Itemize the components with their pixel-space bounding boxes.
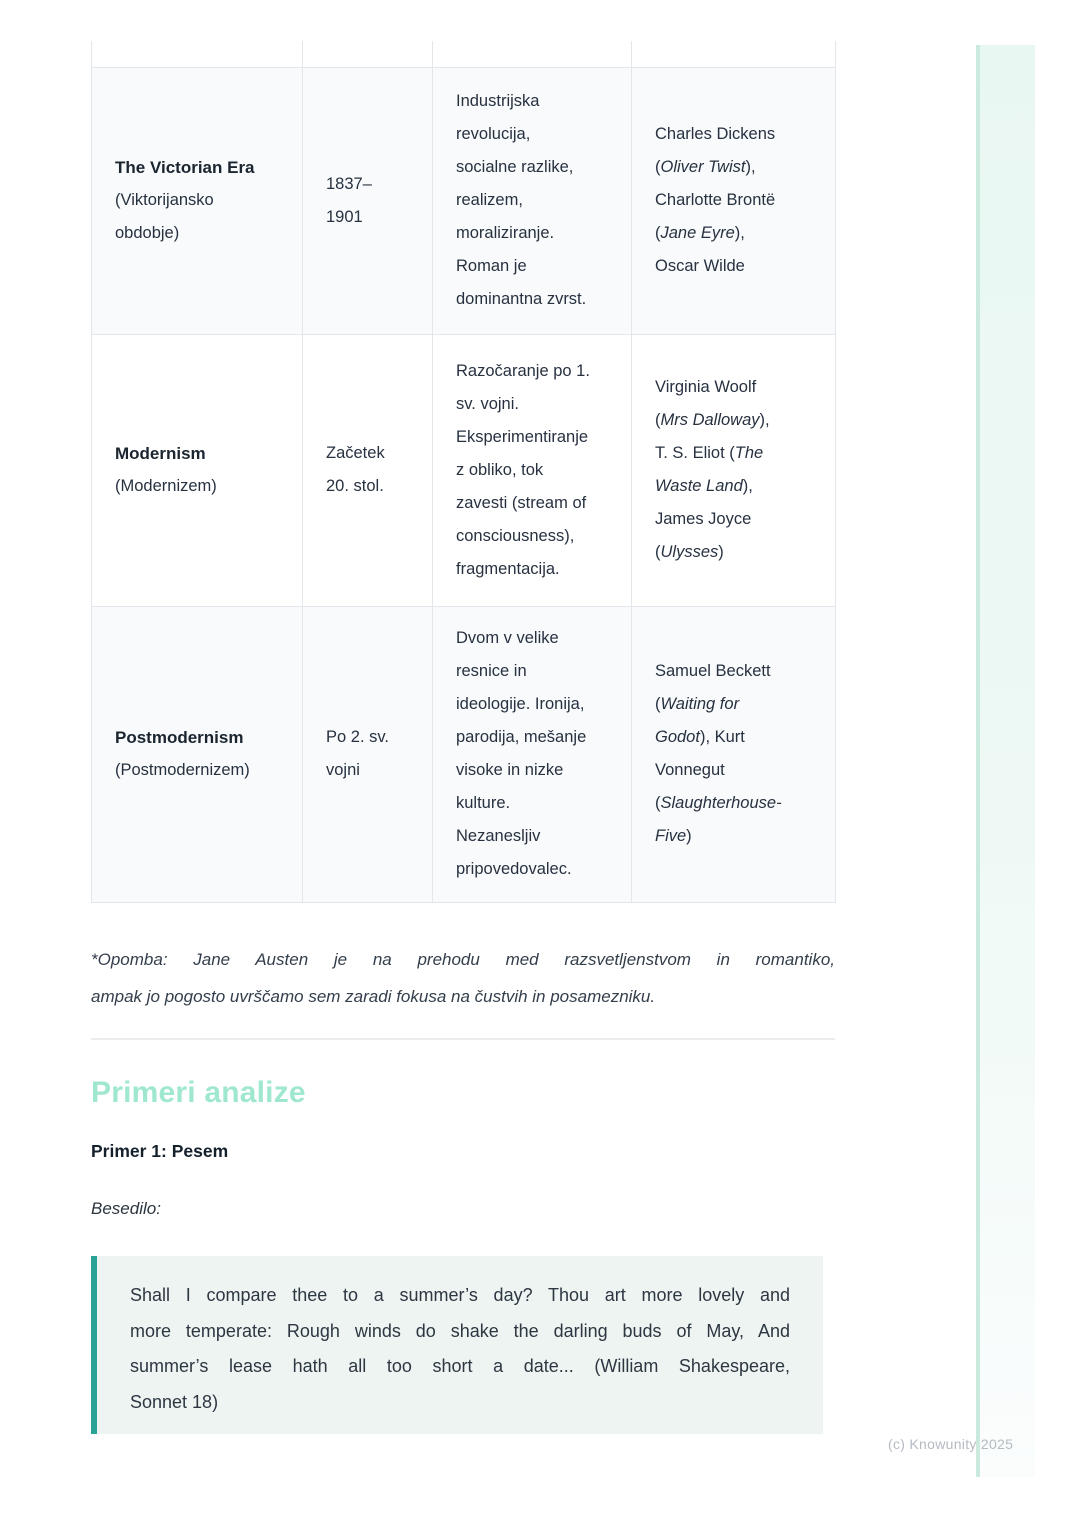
era-authors: (Waiting for (655, 695, 740, 713)
era-period: vojni (326, 761, 360, 779)
era-traits: ideologije. Ironija, (456, 695, 585, 713)
era-authors: T. S. Eliot (The (655, 444, 764, 462)
era-alt-name: (Postmodernizem) (115, 761, 250, 779)
era-authors: Virginia Woolf (655, 378, 757, 396)
note-line: ampak jo pogosto uvrščamo sem zaradi fokusa na čustvih in posamezniku. (91, 987, 656, 1006)
section-heading: Primeri analize (91, 1076, 306, 1109)
quote-line: summer’s lease hath all too short a date... (William Shakespeare, (130, 1356, 790, 1376)
note-line: *Opomba: Jane Austen je na prehodu med razsvetljenstvom in romantiko, (91, 950, 835, 969)
era-authors: Oscar Wilde (655, 257, 745, 275)
era-authors: (Slaughterhouse- (655, 794, 782, 812)
era-authors: Vonnegut (655, 761, 725, 779)
era-period: Po 2. sv. (326, 728, 389, 746)
era-row (92, 67, 836, 334)
era-traits: fragmentacija. (456, 559, 560, 578)
era-traits: sv. vojni. (456, 394, 519, 413)
literary-eras-table (91, 41, 836, 903)
era-traits: zavesti (stream of (456, 493, 587, 512)
era-traits: consciousness), (456, 526, 575, 545)
era-traits: Razočaranje po 1. (456, 361, 590, 380)
era-traits: pripovedovalec. (456, 860, 572, 878)
era-traits: Nezanesljiv (456, 827, 541, 845)
era-name: The Victorian Era (115, 158, 255, 177)
era-traits: dominantna zvrst. (456, 290, 587, 308)
era-traits: kulture. (456, 794, 511, 812)
sonnet-quote-text (97, 1256, 823, 1420)
era-authors: (Jane Eyre), (655, 224, 745, 242)
era-row (92, 334, 836, 606)
era-period: 20. stol. (326, 477, 384, 495)
era-authors: (Oliver Twist), (655, 158, 756, 176)
era-authors: Charlotte Brontë (655, 191, 776, 209)
era-authors: Samuel Beckett (655, 662, 771, 680)
era-traits: visoke in nizke (456, 761, 564, 779)
era-authors: Waste Land), (655, 477, 753, 495)
era-period: 1901 (326, 207, 363, 226)
quote-line: more temperate: Rough winds do shake the darling buds of May, And (130, 1320, 790, 1341)
example-title: Primer 1: Pesem (91, 1141, 229, 1161)
era-table-body (92, 41, 836, 902)
era-traits: Industrijska (456, 92, 540, 110)
sonnet-quote-block (91, 1256, 823, 1434)
text-label: Besedilo: (91, 1199, 161, 1218)
era-name: Modernism (115, 444, 206, 463)
copyright-footer: (c) Knowunity 2025 (888, 1436, 1014, 1452)
era-traits: revolucija, (456, 125, 531, 143)
era-name: Postmodernism (115, 728, 244, 747)
era-traits: Dvom v velike (456, 629, 559, 647)
era-traits: parodija, mešanje (456, 728, 587, 746)
quote-line: Sonnet 18) (130, 1391, 219, 1412)
era-traits: realizem, (456, 191, 523, 209)
era-authors: James Joyce (655, 510, 752, 528)
era-authors: Godot), Kurt (655, 728, 745, 746)
era-row (92, 606, 836, 902)
era-traits: socialne razlike, (456, 158, 574, 176)
right-accent-bar (976, 45, 1035, 1477)
era-alt-name: (Modernizem) (115, 477, 217, 495)
era-period: 1837– (326, 174, 372, 193)
era-authors: Five) (655, 827, 692, 845)
era-traits: Roman je (456, 257, 527, 275)
era-authors: Charles Dickens (655, 125, 776, 143)
cut-off-row (92, 41, 836, 67)
jane-austen-note (91, 941, 835, 1015)
era-authors: (Ulysses) (655, 543, 724, 561)
era-alt-name: (Viktorijansko obdobje) (115, 191, 214, 242)
era-traits: Eksperimentiranje (456, 427, 589, 446)
quote-line: Shall I compare thee to a summer’s day? Thou art more lovely and (130, 1285, 790, 1305)
era-traits: resnice in (456, 662, 527, 680)
section-divider (91, 1038, 835, 1040)
era-period: Začetek (326, 444, 385, 462)
era-authors: (Mrs Dalloway), (655, 411, 770, 429)
era-traits: moraliziranje. (456, 224, 555, 242)
era-traits: z obliko, tok (456, 460, 544, 479)
